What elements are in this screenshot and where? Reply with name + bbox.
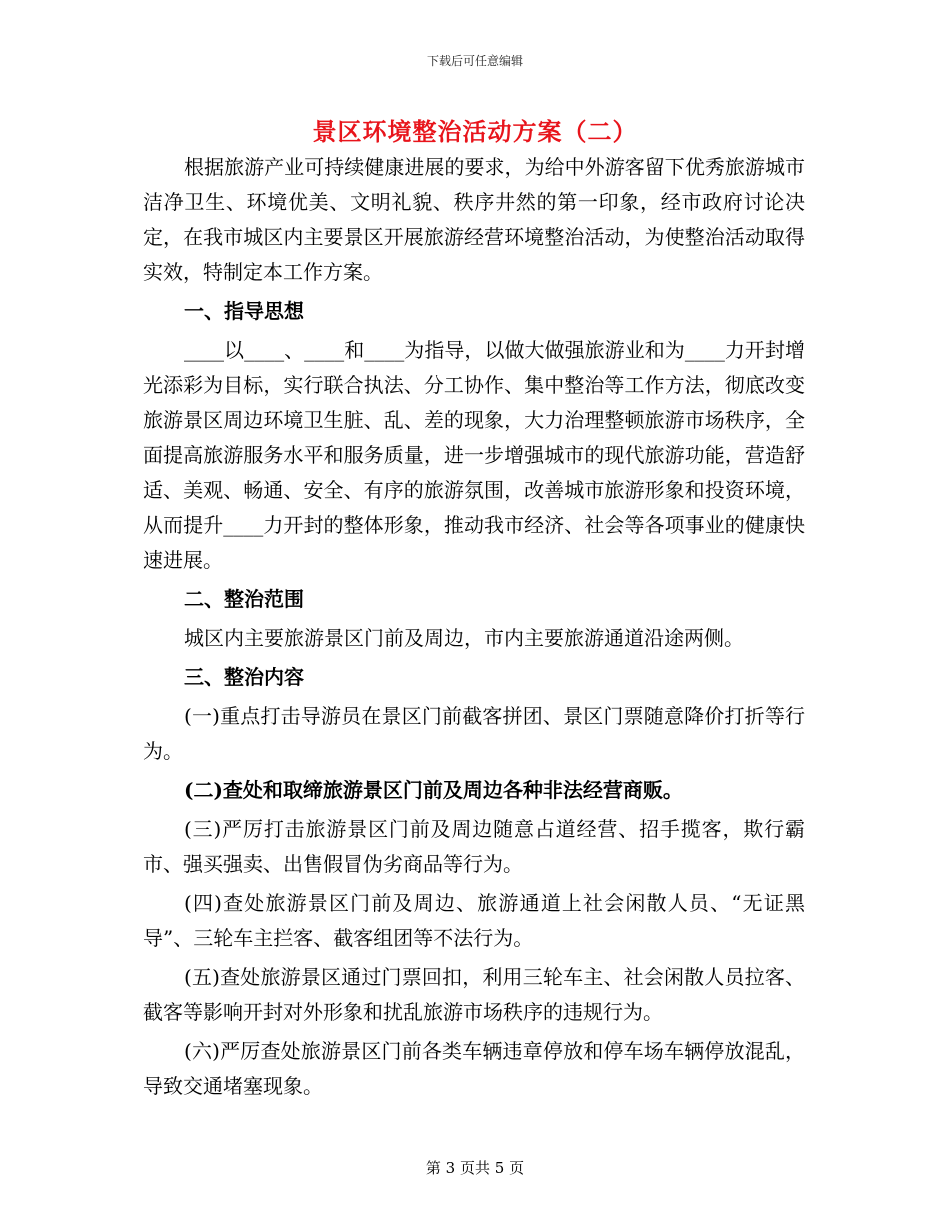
content-item-4: (四)查处旅游景区门前及周边、旅游通道上社会闲散人员、“无证黑导”、三轮车主拦客、截客组团等不法行为。 xyxy=(143,891,805,950)
page-footer: 第 3 页共 5 页 xyxy=(425,1159,525,1177)
section-heading-guiding-ideology: 一、指导思想 xyxy=(184,299,304,323)
content-item-2: (二)查处和取缔旅游景区门前及周边各种非法经营商贩。 xyxy=(184,778,683,802)
content-item-3: (三)严厉打击旅游景区门前及周边随意占道经营、招手揽客，欺行霸市、强买强卖、出售假冒伪劣商品等行为。 xyxy=(143,817,805,876)
content-item-5: (五)查处旅游景区通过门票回扣，利用三轮车主、社会闲散人员拉客、截客等影响开封对外形象和扰乱旅游市场秩序的违规行为。 xyxy=(143,965,805,1024)
page-header: 下载后可任意编辑 xyxy=(426,54,523,68)
section-heading-content: 三、整治内容 xyxy=(184,665,304,689)
content-item-6: (六)严厉查处旅游景区门前各类车辆违章停放和停车场车辆停放混乱，导致交通堵塞现象。 xyxy=(143,1039,805,1098)
document-body xyxy=(143,150,805,1108)
document-title: 景区环境整治活动方案（二） xyxy=(312,117,638,146)
scope-paragraph: 城区内主要旅游景区门前及周边，市内主要旅游通道沿途两侧。 xyxy=(184,626,744,650)
section-heading-scope: 二、整治范围 xyxy=(184,587,304,611)
intro-paragraph: 根据旅游产业可持续健康进展的要求，为给中外游客留下优秀旅游城市洁净卫生、环境优美、文明礼貌、秩序井然的第一印象，经市政府讨论决定，在我市城区内主要景区开展旅游经营环境整治活动，为使整治活动取得实效，特制定本工作方案。 xyxy=(143,155,805,284)
guiding-ideology-paragraph: ____以____、____和____为指导，以做大做强旅游业和为____力开封增光添彩为目标，实行联合执法、分工协作、集中整治等工作方法，彻底改变旅游景区周边环境卫生脏、乱、差的现象，大力治理整顿旅游市场秩序，全面提高旅游服务水平和服务质量，进一步增强城市的现代旅游功能，营造舒适、美观、畅通、安全、有序的旅游氛围，改善城市旅游形象和投资环境，从而提升____力开封的整体形象，推动我市经济、社会等各项事业的健康快速进展。 xyxy=(143,338,805,572)
content-item-1: (一)重点打击导游员在景区门前截客拼团、景区门票随意降价打折等行为。 xyxy=(143,704,805,763)
